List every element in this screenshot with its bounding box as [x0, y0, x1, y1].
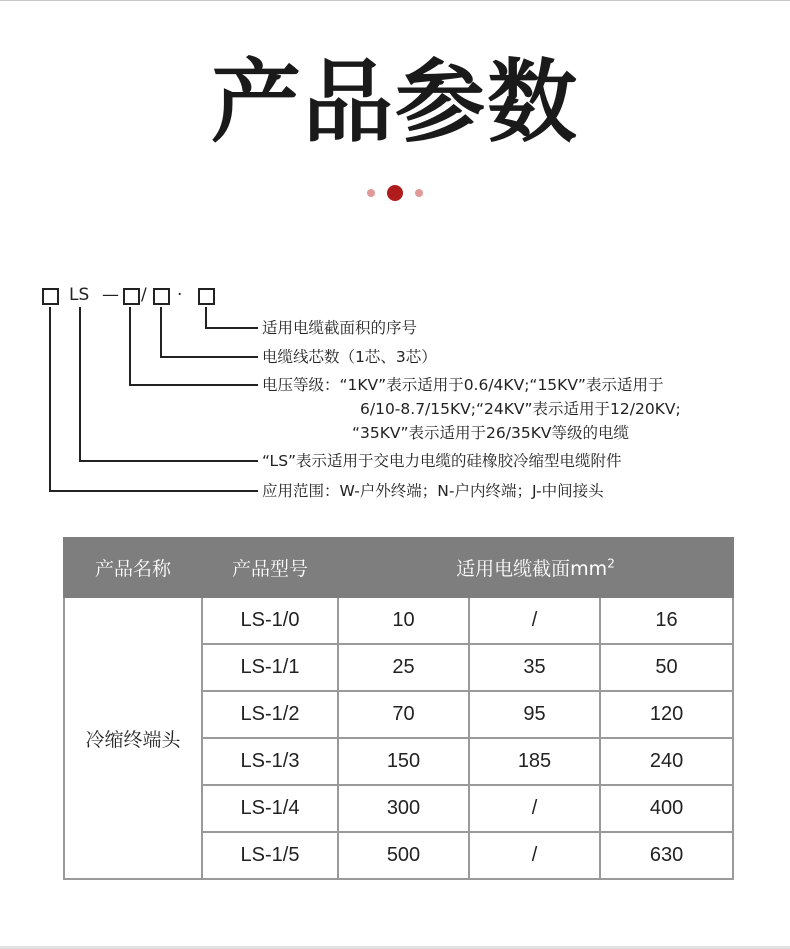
- section-cell: /: [469, 597, 600, 644]
- table-row: [64, 597, 733, 644]
- header-cable-section: [338, 538, 733, 597]
- code-box-voltage: [123, 288, 140, 305]
- section-cell: 120: [600, 691, 733, 738]
- header-product-name: 产品名称: [64, 538, 202, 597]
- section-cell: 240: [600, 738, 733, 785]
- section-cell: 16: [600, 597, 733, 644]
- desc-voltage-line3: “35KV”表示适用于26/35KV等级的电缆: [352, 424, 629, 442]
- model-cell: LS-1/5: [202, 832, 338, 879]
- model-cell: LS-1/3: [202, 738, 338, 785]
- header-product-model: 产品型号: [202, 538, 338, 597]
- section-cell: 300: [338, 785, 469, 832]
- code-box-application: [42, 288, 59, 305]
- code-box-section: [198, 288, 215, 305]
- section-cell: 50: [600, 644, 733, 691]
- desc-voltage-line1: 电压等级：“1KV”表示适用于0.6/4KV;“15KV”表示适用于: [262, 376, 664, 394]
- model-cell: LS-1/2: [202, 691, 338, 738]
- code-slash: /: [141, 285, 147, 305]
- section-cell: /: [469, 832, 600, 879]
- code-ls-text: LS: [69, 285, 90, 305]
- desc-core-count: 电缆线芯数（1芯、3芯）: [262, 348, 437, 366]
- page-title: 产品参数: [211, 50, 579, 155]
- desc-section-index: 适用电缆截面积的序号: [262, 319, 418, 337]
- section-cell: /: [469, 785, 600, 832]
- desc-application-range: 应用范围：W-户外终端；N-户内终端；J-中间接头: [262, 482, 604, 500]
- code-dot: ·: [177, 285, 183, 305]
- section-cell: 95: [469, 691, 600, 738]
- model-cell: LS-1/4: [202, 785, 338, 832]
- code-dash: —: [102, 285, 119, 305]
- header-cable-section-label: 适用电缆截面mm: [456, 558, 608, 580]
- section-cell: 10: [338, 597, 469, 644]
- desc-voltage-line2: 6/10-8.7/15KV;“24KV”表示适用于12/20KV;: [360, 400, 681, 418]
- table-header-row: [64, 538, 733, 597]
- section-cell: 150: [338, 738, 469, 785]
- section-cell: 185: [469, 738, 600, 785]
- desc-ls-meaning: “LS”表示适用于交电力电缆的硅橡胶冷缩型电缆附件: [262, 452, 622, 470]
- model-cell: LS-1/1: [202, 644, 338, 691]
- section-cell: 500: [338, 832, 469, 879]
- section-cell: 25: [338, 644, 469, 691]
- section-cell: 35: [469, 644, 600, 691]
- spec-table: [63, 537, 734, 880]
- section-cell: 630: [600, 832, 733, 879]
- model-cell: LS-1/0: [202, 597, 338, 644]
- section-cell: 400: [600, 785, 733, 832]
- section-cell: 70: [338, 691, 469, 738]
- product-name-cell: 冷缩终端头: [64, 597, 202, 879]
- code-box-cores: [153, 288, 170, 305]
- header-cable-section-sup: 2: [607, 556, 615, 571]
